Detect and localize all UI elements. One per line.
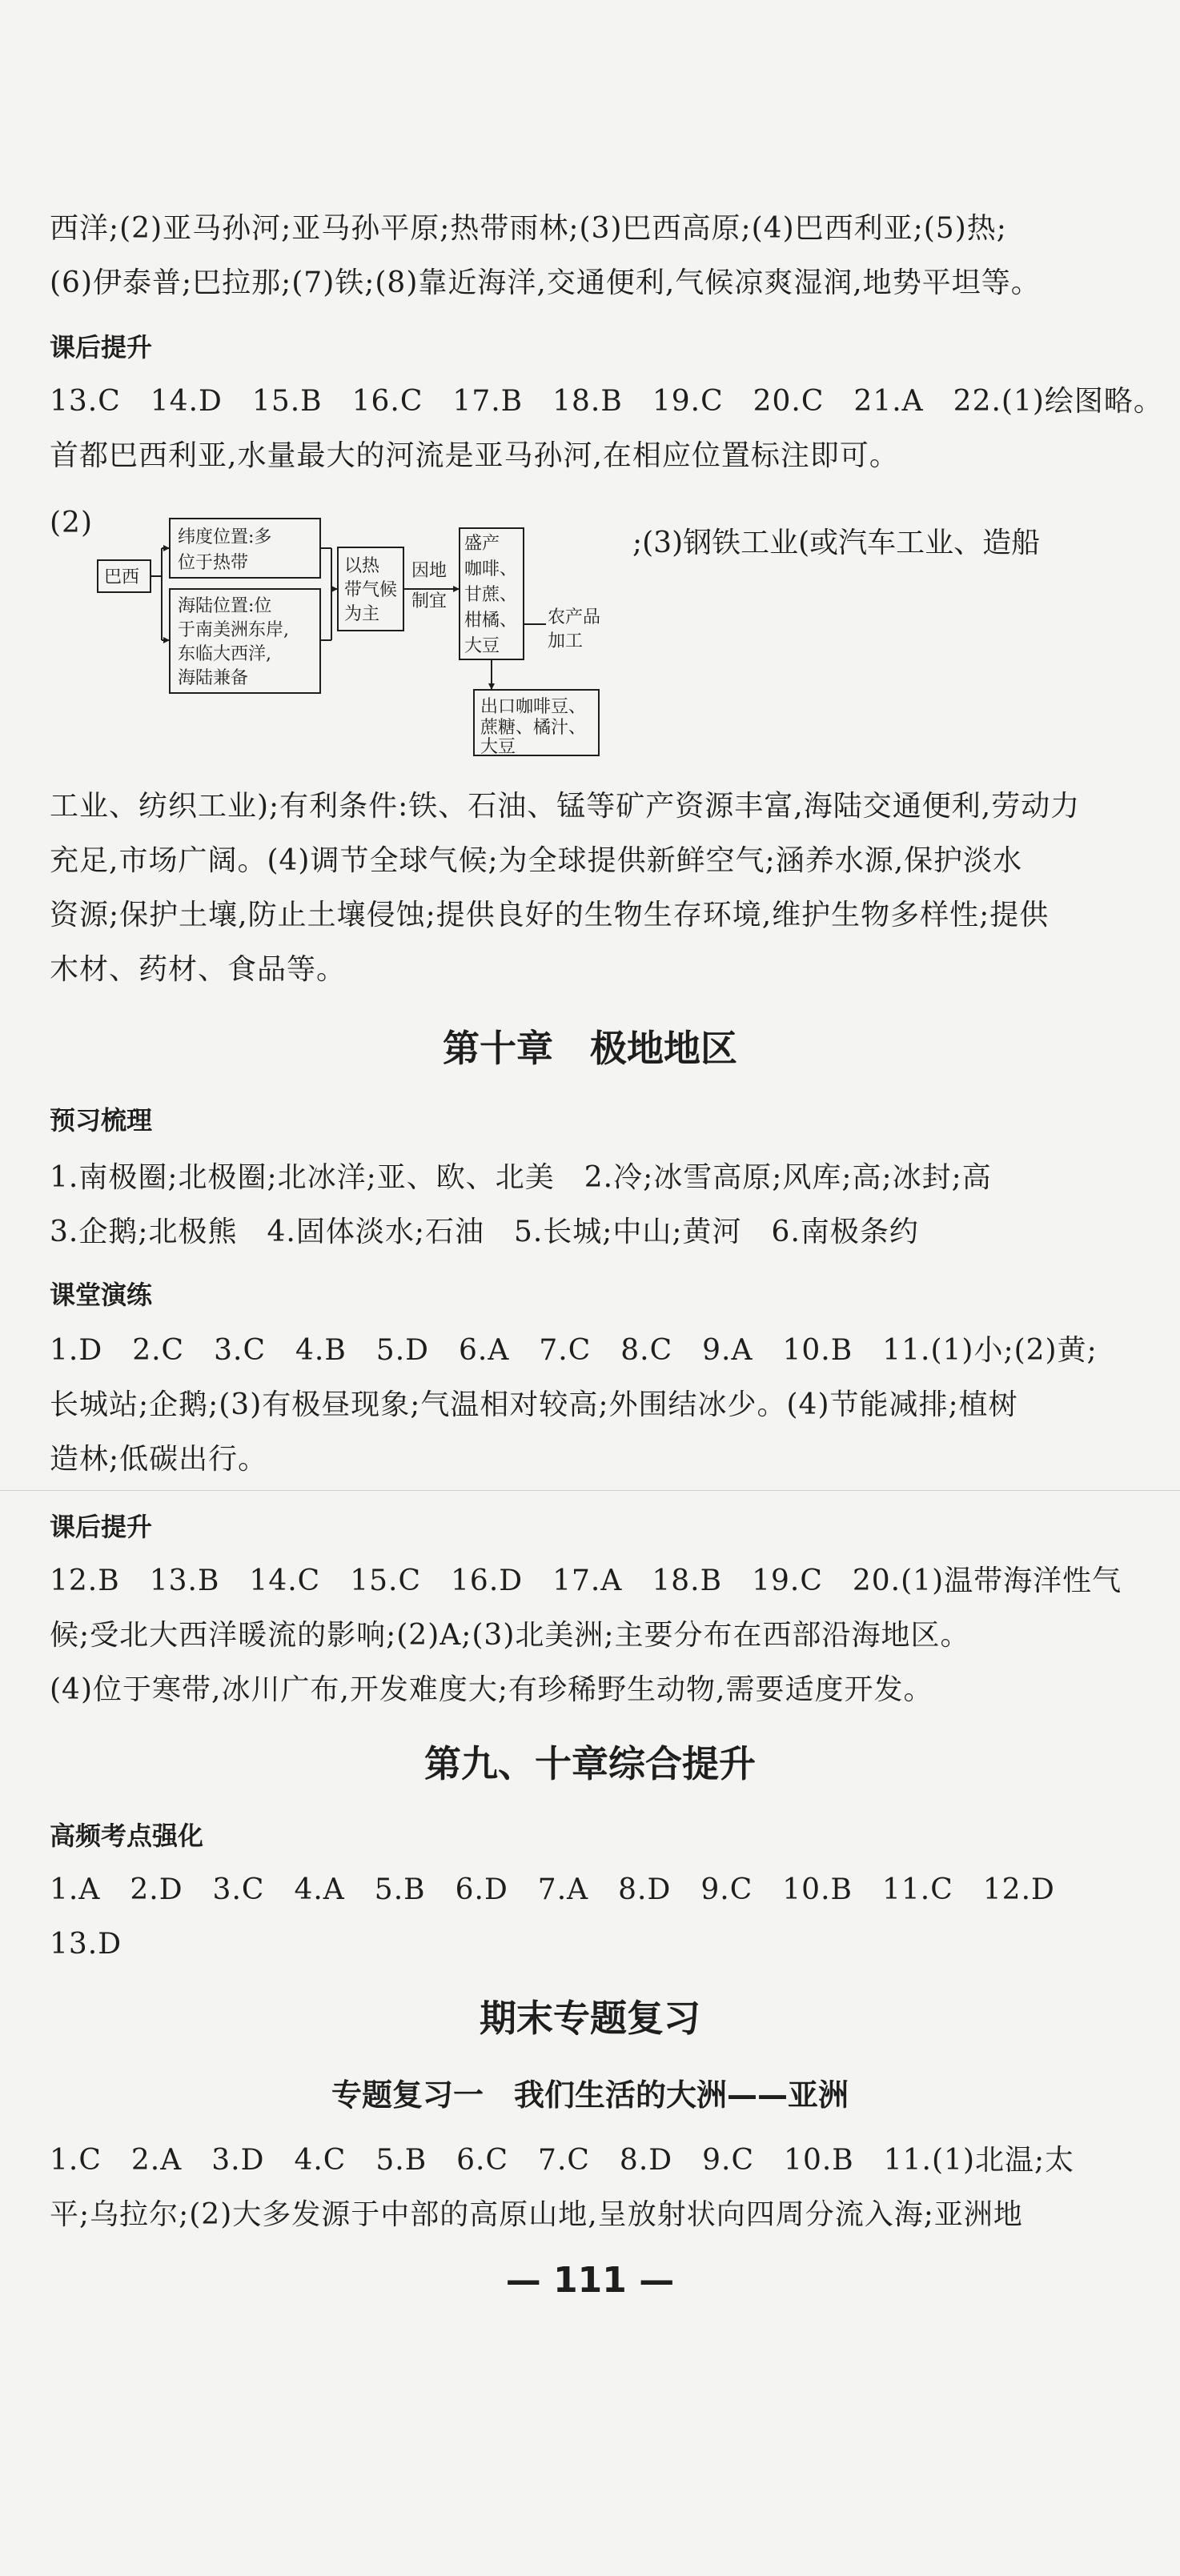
- section-heading: 课后提升: [50, 332, 153, 363]
- fold-divider: [0, 1490, 1180, 1491]
- answer-line: 13.C 14.D 15.B 16.C 17.B 18.B 19.C 20.C 21.A 22.(1)绘图略。: [50, 385, 1163, 418]
- diagram-label: 因地: [411, 561, 448, 581]
- section-heading: 课堂演练: [50, 1280, 153, 1310]
- diagram-label: 纬度位置:多: [178, 527, 272, 547]
- answer-line: 3.企鹅;北极熊 4.固体淡水;石油 5.长城;中山;黄河 6.南极条约: [50, 1216, 919, 1248]
- diagram-label: 于南美洲东岸,: [178, 620, 289, 640]
- diagram-label: 大豆: [480, 737, 516, 757]
- answer-line: 1.南极圈;北极圈;北冰洋;亚、欧、北美 2.冷;冰雪高原;风库;高;冰封;高: [50, 1161, 992, 1194]
- answer-line: (6)伊泰普;巴拉那;(7)铁;(8)靠近海洋,交通便利,气候凉爽湿润,地势平坦等。: [50, 266, 1041, 299]
- diagram-label: 出口咖啡豆、: [480, 697, 587, 717]
- answer-line: 1.A 2.D 3.C 4.A 5.B 6.D 7.A 8.D 9.C 10.B 11.C 12.D: [50, 1873, 1055, 1906]
- diagram-label: 蔗糖、橘汁、: [480, 718, 587, 738]
- answer-line: 资源;保护土壤,防止土壤侵蚀;提供良好的生物生存环境,维护生物多样性;提供: [50, 899, 1050, 931]
- diagram-label: 东临大西洋,: [178, 644, 271, 664]
- answer-line: 充足,市场广阔。(4)调节全球气候;为全球提供新鲜空气;涵养水源,保护淡水: [50, 844, 1023, 877]
- diagram-label: 为主: [344, 604, 380, 624]
- answer-line: 平;乌拉尔;(2)大多发源于中部的高原山地,呈放射状向四周分流入海;亚洲地: [50, 2198, 1023, 2231]
- page-number: — 111 —: [505, 2260, 675, 2301]
- answer-line: (4)位于寒带,冰川广布,开发难度大;有珍稀野生动物,需要适度开发。: [50, 1673, 933, 1706]
- diagram-label: 盛产: [464, 534, 500, 554]
- diagram-label: 海陆兼备: [178, 668, 249, 688]
- final-review-title: 期末专题复习: [480, 1997, 700, 2040]
- brazil-concept-diagram: [50, 512, 626, 760]
- answer-line: 工业、纺织工业);有利条件:铁、石油、锰等矿产资源丰富,海陆交通便利,劳动力: [50, 790, 1081, 823]
- answer-line: 1.C 2.A 3.D 4.C 5.B 6.C 7.C 8.D 9.C 10.B 11.(1)北温;太: [50, 2144, 1075, 2177]
- diagram-label: 位于热带: [178, 553, 249, 573]
- answer-line: 长城站;企鹅;(3)有极昼现象;气温相对较高;外围结冰少。(4)节能减排;植树: [50, 1388, 1018, 1421]
- diagram-label: 加工: [548, 631, 584, 651]
- diagram-label: 大豆: [464, 636, 500, 656]
- answer-line: 首都巴西利亚,水量最大的河流是亚马孙河,在相应位置标注即可。: [50, 439, 899, 472]
- diagram-label: 柑橘、: [464, 611, 518, 631]
- answer-line: 造林;低碳出行。: [50, 1443, 268, 1476]
- chapter-title: 第九、十章综合提升: [424, 1742, 756, 1785]
- section-heading: 预习梳理: [50, 1105, 153, 1136]
- chapter-title: 第十章 极地地区: [443, 1027, 737, 1070]
- diagram-label: 咖啡、: [464, 559, 518, 579]
- section-heading: 高频考点强化: [50, 1821, 204, 1851]
- answer-line: 木材、药材、食品等。: [50, 953, 347, 986]
- diagram-label-brazil: 巴西: [104, 567, 140, 587]
- answer-line: 12.B 13.B 14.C 15.C 16.D 17.A 18.B 19.C 20.(1)温带海洋性气: [50, 1564, 1122, 1597]
- answer-line: 候;受北大西洋暖流的影响;(2)A;(3)北美洲;主要分布在西部沿海地区。: [50, 1619, 970, 1652]
- diagram-label: 海陆位置:位: [178, 596, 272, 616]
- diagram-label: 农产品: [548, 607, 601, 627]
- answer-line: 西洋;(2)亚马孙河;亚马孙平原;热带雨林;(3)巴西高原;(4)巴西利亚;(5)热;: [50, 212, 1007, 245]
- diagram-label: 甘蔗、: [464, 585, 518, 605]
- topic-title: 专题复习一 我们生活的大洲——亚洲: [331, 2077, 849, 2113]
- diagram-label: 制宜: [411, 591, 448, 611]
- answer-line: 13.D: [50, 1928, 122, 1961]
- diagram-label: 带气候: [344, 580, 398, 600]
- answer-line: 1.D 2.C 3.C 4.B 5.D 6.A 7.C 8.C 9.A 10.B 11.(1)小;(2)黄;: [50, 1334, 1098, 1367]
- answer-line: ;(3)钢铁工业(或汽车工业、造船: [632, 527, 1041, 559]
- answer-line: (2): [50, 507, 93, 539]
- diagram-label: 以热: [344, 556, 380, 576]
- section-heading: 课后提升: [50, 1512, 153, 1542]
